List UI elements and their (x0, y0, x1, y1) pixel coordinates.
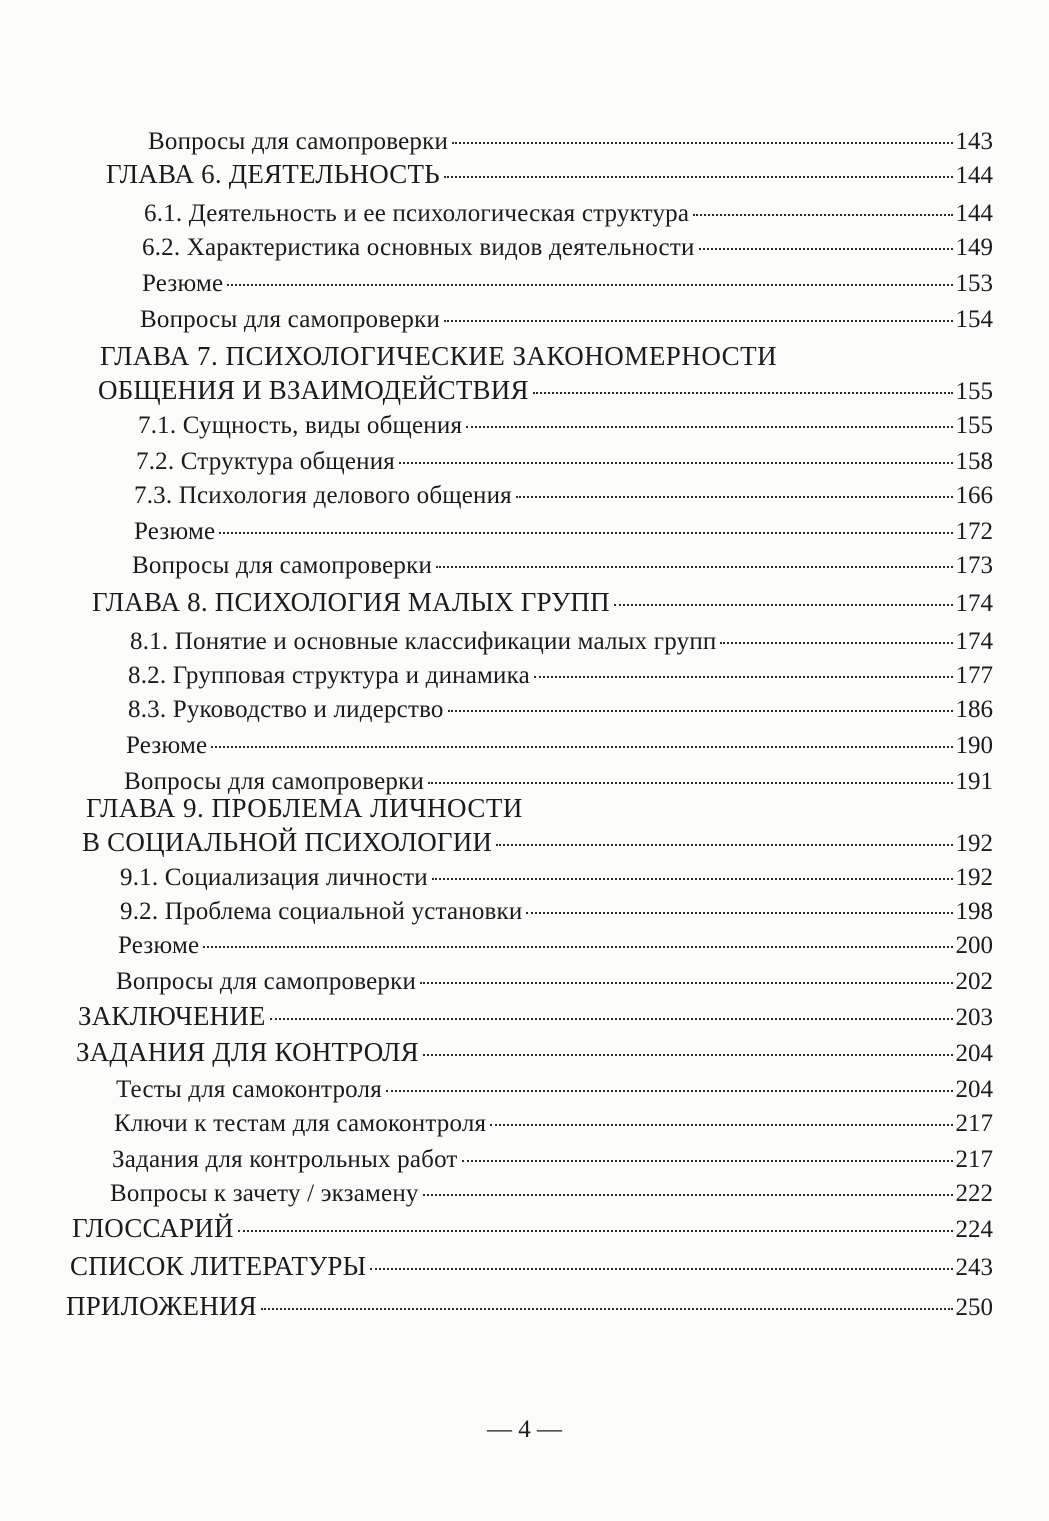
dot-leader (370, 1268, 952, 1270)
toc-entry-title: Вопросы для самопроверки (124, 768, 425, 795)
toc-entry-title: 9.1. Социализация личности (120, 864, 428, 891)
dot-leader (399, 462, 953, 464)
toc-entry (116, 1074, 993, 1106)
toc-entry-title: Резюме (118, 932, 200, 959)
toc-entry (114, 1108, 993, 1140)
dot-leader (516, 496, 953, 498)
toc-entry-page: 154 (955, 306, 993, 333)
toc-entry-title: ЗАКЛЮЧЕНИЕ (78, 1001, 266, 1031)
dot-leader (526, 912, 952, 914)
toc-entry-title: Тесты для самоконтроля (116, 1076, 382, 1103)
toc-entry-page: 222 (955, 1180, 993, 1207)
toc-entry-title: ГЛАВА 6. ДЕЯТЕЛЬНОСТЬ (106, 159, 440, 189)
toc-entry-title: Вопросы для самопроверки (148, 128, 449, 155)
toc-entry-page: 143 (955, 128, 993, 155)
toc-entry-page: 174 (955, 628, 993, 655)
toc-entry-title: 8.2. Групповая структура и динамика (128, 662, 530, 689)
toc-entry-page: 149 (955, 234, 993, 261)
toc-entry (130, 626, 993, 658)
toc-entry-title: 6.2. Характеристика основных видов деятельности (142, 234, 695, 261)
dot-leader (432, 878, 953, 880)
toc-chapter-entry (76, 1036, 993, 1070)
toc-entry-title: ЗАДАНИЯ ДЛЯ КОНТРОЛЯ (76, 1037, 419, 1067)
dot-leader (270, 1018, 953, 1020)
toc-entry-title: Вопросы для самопроверки (140, 306, 441, 333)
toc-entry-title: ОБЩЕНИЯ И ВЗАИМОДЕЙСТВИЯ (98, 375, 529, 405)
dot-leader (452, 142, 952, 144)
toc-entry-title: Ключи к тестам для самоконтроля (114, 1110, 487, 1137)
dot-leader (261, 1308, 953, 1310)
toc-chapter-entry (82, 826, 993, 860)
toc-entry-page: 192 (955, 864, 993, 891)
dot-leader (490, 1124, 952, 1126)
dot-leader (448, 710, 953, 712)
dot-leader (444, 320, 952, 322)
toc-entry (134, 516, 993, 548)
toc-entry-title: СПИСОК ЛИТЕРАТУРЫ (70, 1251, 367, 1281)
dot-leader (238, 1230, 953, 1232)
dot-leader (211, 746, 952, 748)
dot-leader (534, 676, 953, 678)
toc-entry-title: ГЛОССАРИЙ (72, 1213, 234, 1243)
toc-entry-title: Вопросы для самопроверки (132, 552, 433, 579)
toc-entry (116, 966, 993, 998)
toc-chapter-entry (106, 158, 993, 192)
dot-leader (428, 782, 952, 784)
toc-entry-title: 9.2. Проблема социальной установки (120, 898, 523, 925)
dot-leader (720, 642, 952, 644)
dot-leader (533, 392, 953, 394)
toc-entry (134, 480, 993, 512)
toc-entry-title: 6.1. Деятельность и ее психологическая структура (144, 200, 690, 227)
dot-leader (444, 176, 953, 178)
toc-entry-title: Резюме (126, 732, 208, 759)
toc-entry-page: 217 (955, 1146, 993, 1173)
toc-entry-page: 224 (955, 1216, 993, 1243)
toc-chapter-heading: ГЛАВА 9. ПРОБЛЕМА ЛИЧНОСТИ (86, 793, 523, 823)
toc-entry-page: 144 (955, 200, 993, 227)
toc-entry (120, 896, 993, 928)
toc-chapter-entry (72, 1212, 993, 1246)
toc-entry (110, 1178, 993, 1210)
toc-entry-page: 192 (955, 830, 993, 857)
toc-entry-title: 8.3. Руководство и лидерство (128, 696, 444, 723)
toc-entry-page: 203 (955, 1004, 993, 1031)
toc-entry (132, 550, 993, 582)
toc-entry (148, 126, 993, 158)
dot-leader (436, 566, 952, 568)
toc-entry-title: Резюме (142, 270, 224, 297)
toc-entry-page: 243 (955, 1254, 993, 1281)
toc-entry-title: ПРИЛОЖЕНИЯ (66, 1291, 257, 1321)
toc-entry-page: 190 (955, 732, 993, 759)
page-number: — 4 — (487, 1416, 562, 1443)
toc-entry-title: Вопросы для самопроверки (116, 968, 417, 995)
dot-leader (496, 844, 952, 846)
toc-entry-title: Вопросы к зачету / экзамену (110, 1180, 419, 1207)
toc-chapter-entry (70, 1250, 993, 1284)
toc-entry (142, 268, 993, 300)
toc-entry (118, 930, 993, 962)
dot-leader (423, 1054, 953, 1056)
toc-entry-title: Резюме (134, 518, 216, 545)
toc-entry-title: В СОЦИАЛЬНОЙ ПСИХОЛОГИИ (82, 827, 493, 857)
dot-leader (693, 214, 952, 216)
dot-leader (614, 604, 953, 606)
toc-entry-page: 155 (955, 378, 993, 405)
dot-leader (462, 1160, 953, 1162)
toc-entry-page: 144 (955, 162, 993, 189)
toc-entry-page: 202 (955, 968, 993, 995)
toc-entry-title: Задания для контрольных работ (112, 1146, 458, 1173)
toc-entry-page: 155 (955, 412, 993, 439)
dot-leader (420, 982, 952, 984)
toc-chapter-entry (78, 1000, 993, 1034)
toc-entry-title: ГЛАВА 8. ПСИХОЛОГИЯ МАЛЫХ ГРУПП (92, 587, 610, 617)
toc-entry-page: 174 (955, 590, 993, 617)
toc-entry (142, 232, 993, 264)
toc-chapter-entry (92, 586, 993, 620)
toc-entry-page: 172 (955, 518, 993, 545)
toc-entry (120, 862, 993, 894)
toc-entry-page: 153 (955, 270, 993, 297)
toc-chapter-heading: ГЛАВА 7. ПСИХОЛОГИЧЕСКИЕ ЗАКОНОМЕРНОСТИ (100, 341, 778, 371)
toc-entry (144, 198, 993, 230)
toc-entry (128, 694, 993, 726)
toc-entry-page: 173 (955, 552, 993, 579)
dot-leader (386, 1090, 953, 1092)
dot-leader (203, 946, 952, 948)
toc-chapter-entry (98, 374, 993, 408)
toc-entry-page: 158 (955, 448, 993, 475)
toc-entry-page: 191 (955, 768, 993, 795)
toc-entry-page: 200 (955, 932, 993, 959)
toc-entry-page: 250 (955, 1294, 993, 1321)
toc-entry (112, 1144, 993, 1176)
toc-entry-page: 204 (955, 1076, 993, 1103)
toc-entry-title: 8.1. Понятие и основные классификации малых групп (130, 628, 717, 655)
toc-entry-page: 186 (955, 696, 993, 723)
toc-entry-title: 7.3. Психология делового общения (134, 482, 512, 509)
toc-entry (138, 410, 993, 442)
toc-entry-page: 177 (955, 662, 993, 689)
toc-entry (136, 446, 993, 478)
toc-entry-page: 204 (955, 1040, 993, 1067)
toc-entry-page: 217 (955, 1110, 993, 1137)
toc-entry-page: 198 (955, 898, 993, 925)
toc-entry-title: 7.1. Сущность, виды общения (138, 412, 463, 439)
toc-chapter-entry (66, 1290, 993, 1324)
toc-entry-page: 166 (955, 482, 993, 509)
dot-leader (219, 532, 952, 534)
toc-entry-title: 7.2. Структура общения (136, 448, 395, 475)
toc-entry (126, 730, 993, 762)
dot-leader (466, 426, 952, 428)
dot-leader (699, 248, 953, 250)
dot-leader (227, 284, 952, 286)
toc-entry (140, 304, 993, 336)
dot-leader (423, 1194, 953, 1196)
toc-entry (128, 660, 993, 692)
